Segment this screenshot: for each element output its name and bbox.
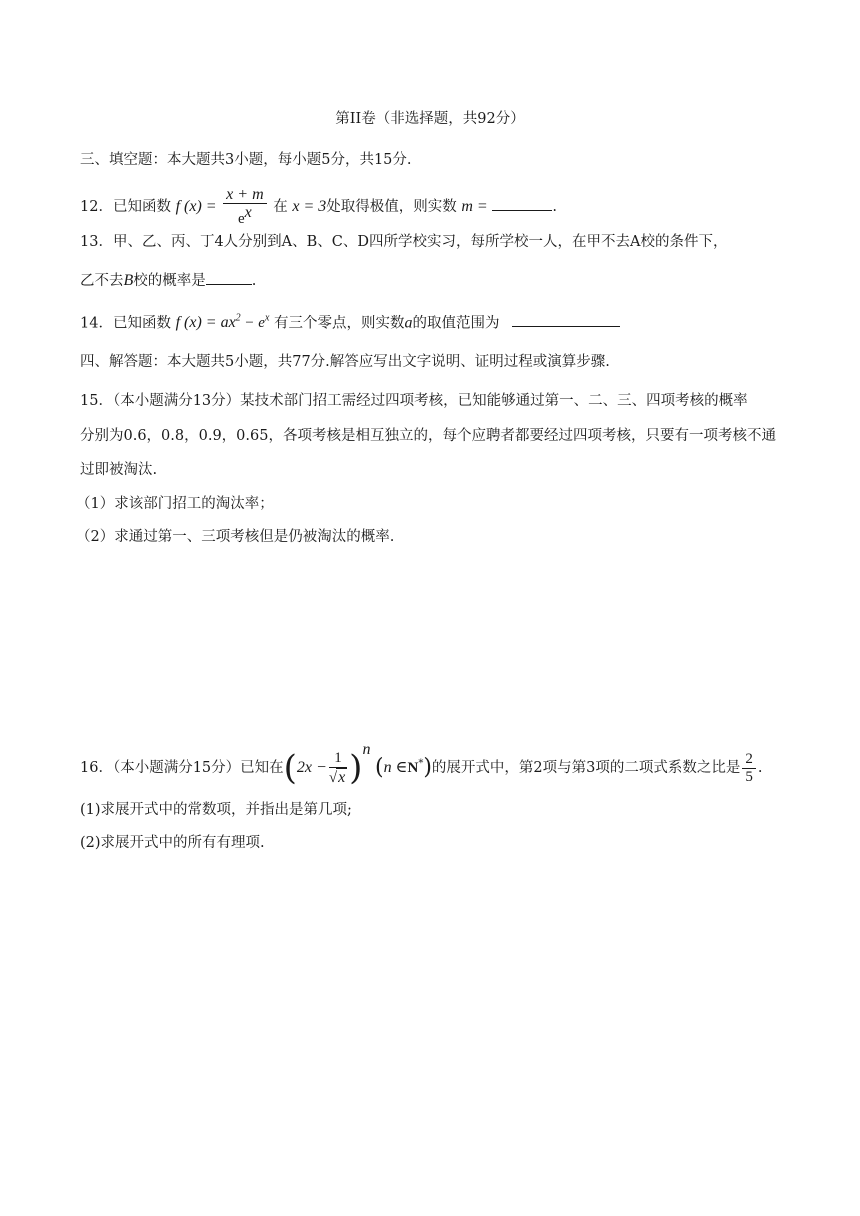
q14-exponent-2: 2 <box>235 313 241 324</box>
q16-left-paren: ( <box>283 748 297 788</box>
question-16 <box>80 735 762 787</box>
q14-answer-blank[interactable] <box>512 312 620 327</box>
q12-end: . <box>552 199 557 215</box>
q12-condition: x = 3 <box>292 198 327 215</box>
question-13-line-2 <box>80 270 256 291</box>
q16-cond-n: n ∈ <box>383 759 408 776</box>
q16-cond-right-paren: ) <box>423 755 432 780</box>
q16-sqrt-sign: √ <box>328 769 338 786</box>
q12-text-post: 处取得极值，则实数 <box>326 199 457 215</box>
q16-expr-numerator: 1 <box>329 750 347 768</box>
q16-number: 16． <box>80 760 113 776</box>
q12-function-lhs: f (x) = <box>175 198 217 215</box>
q14-func-main: f (x) = ax <box>175 314 236 332</box>
q14-text-post: 的取值范围为 <box>412 315 500 332</box>
question-15-line-2: 分别为0.6，0.8，0.9，0.65，各项考核是相互独立的，每个应聘者都要经过四项考核，只要有一项考核不通 <box>80 428 776 444</box>
q12-answer-blank[interactable] <box>492 196 552 211</box>
section-title: 第II卷（非选择题，共92分） <box>335 111 525 127</box>
q13-variable-b: B <box>123 272 134 289</box>
q12-den-exponent: x <box>244 204 252 221</box>
q12-text-pre: 已知函数 <box>112 199 171 215</box>
q12-fraction-denominator <box>223 204 266 228</box>
question-16-sub-1: (1)求展开式中的常数项，并指出是第几项; <box>80 802 352 818</box>
q16-cond-star: * <box>418 758 424 770</box>
question-15-sub-2: （2）求通过第一、三项考核但是仍被淘汰的概率. <box>76 529 395 545</box>
q13-answer-blank[interactable] <box>206 270 252 285</box>
q12-fraction <box>223 186 266 228</box>
part3-header: 三、填空题：本大题共3小题，每小题5分，共15分. <box>80 152 412 168</box>
question-12 <box>80 186 557 228</box>
q16-expr-a: 2x − <box>296 759 327 776</box>
question-15-line-3: 过即被淘汰. <box>80 462 158 478</box>
q13-text-post: 校的概率是 <box>133 273 206 289</box>
question-14 <box>80 309 620 333</box>
q12-variable: m = <box>461 198 488 215</box>
q16-expr-fraction <box>329 750 347 787</box>
q13-end: . <box>251 273 257 289</box>
q16-ratio-fraction <box>742 751 756 786</box>
q16-ratio-numerator: 2 <box>742 751 756 769</box>
q16-exponent-n: n <box>362 741 371 758</box>
q12-den-base: e <box>238 211 245 227</box>
question-15-line-1: 15．（本小题满分13分）某技术部门招工需经过四项考核，已知能够通过第一、二、三、四项考核的概率 <box>80 393 748 409</box>
q16-cond-left-paren: ( <box>375 755 384 780</box>
q12-fraction-numerator: x + m <box>223 186 266 204</box>
question-13-line-1: 13．甲、乙、丙、丁4人分别到A、B、C、D四所学校实习，每所学校一人，在甲不去A校的条件下， <box>80 234 728 250</box>
question-16-sub-2: (2)求展开式中的所有有理项. <box>80 835 265 851</box>
q16-text-post: 的展开式中，第2项与第3项的二项式系数之比是 <box>431 760 741 776</box>
q16-cond-N: N <box>407 760 419 776</box>
q16-right-paren: ) <box>349 748 363 788</box>
q14-text-pre: 已知函数 <box>112 315 171 332</box>
q12-number: 12． <box>80 199 113 215</box>
q12-text-mid: 在 <box>273 199 288 215</box>
part4-header: 四、解答题：本大题共5小题，共77分.解答应写出文字说明、证明过程或演算步骤. <box>80 354 610 370</box>
q14-func-minus-e: − e <box>240 315 265 332</box>
question-15-sub-1: （1）求该部门招工的淘汰率； <box>76 496 274 512</box>
q16-end: . <box>757 760 763 776</box>
q16-ratio-denominator: 5 <box>745 768 753 785</box>
q14-variable-a: a <box>404 314 413 332</box>
q14-text-mid: 有三个零点，则实数 <box>274 315 405 332</box>
q14-function <box>176 314 270 331</box>
q16-sqrt-radicand: x <box>338 768 346 786</box>
q14-number: 14． <box>80 315 113 332</box>
q13-text-pre: 乙不去 <box>80 273 124 289</box>
q14-exponent-x: x <box>264 313 270 324</box>
q16-text-pre: （本小题满分15分）已知在 <box>112 760 284 776</box>
q16-expr-denominator <box>329 768 347 787</box>
